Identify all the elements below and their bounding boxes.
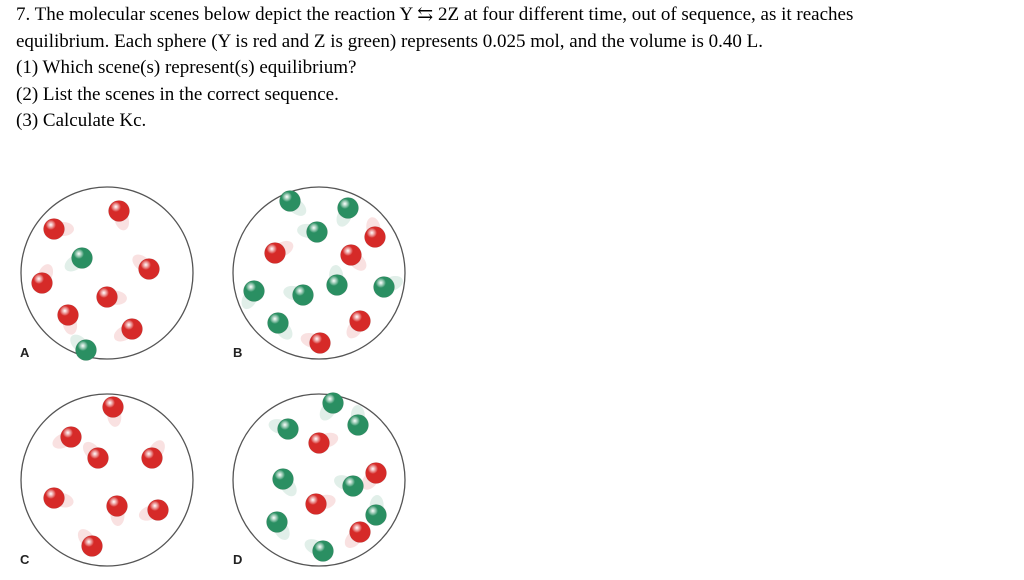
scene-c-label: C [20, 552, 30, 567]
scene-d-label: D [233, 552, 243, 567]
question-line-4: (2) List the scenes in the correct sequence. [16, 83, 339, 105]
scene-a [20, 186, 195, 361]
scene-d-container [232, 393, 407, 568]
scene-b-label: B [233, 345, 243, 360]
question-line-5: (3) Calculate Kc. [16, 110, 147, 131]
scene-a-container [20, 186, 195, 361]
scene-a-label: A [20, 345, 30, 360]
question-line-2: equilibrium. Each sphere (Y is red and Z is green) represents 0.025 mol, and the volume is 0.40 L. [16, 30, 763, 52]
question-text [16, 2, 1020, 135]
scene-d [232, 393, 407, 568]
scene-c-container [20, 393, 195, 568]
question-line-1: 7. The molecular scenes below depict the reaction Y ⇆ 2Z at four different time, out of sequence, as it reaches [16, 4, 854, 25]
scene-boundary [21, 394, 193, 566]
scene-b [232, 186, 407, 361]
question-line-3: (1) Which scene(s) represent(s) equilibrium? [16, 57, 357, 78]
scene-b-container [232, 186, 407, 361]
scene-c [20, 393, 195, 568]
